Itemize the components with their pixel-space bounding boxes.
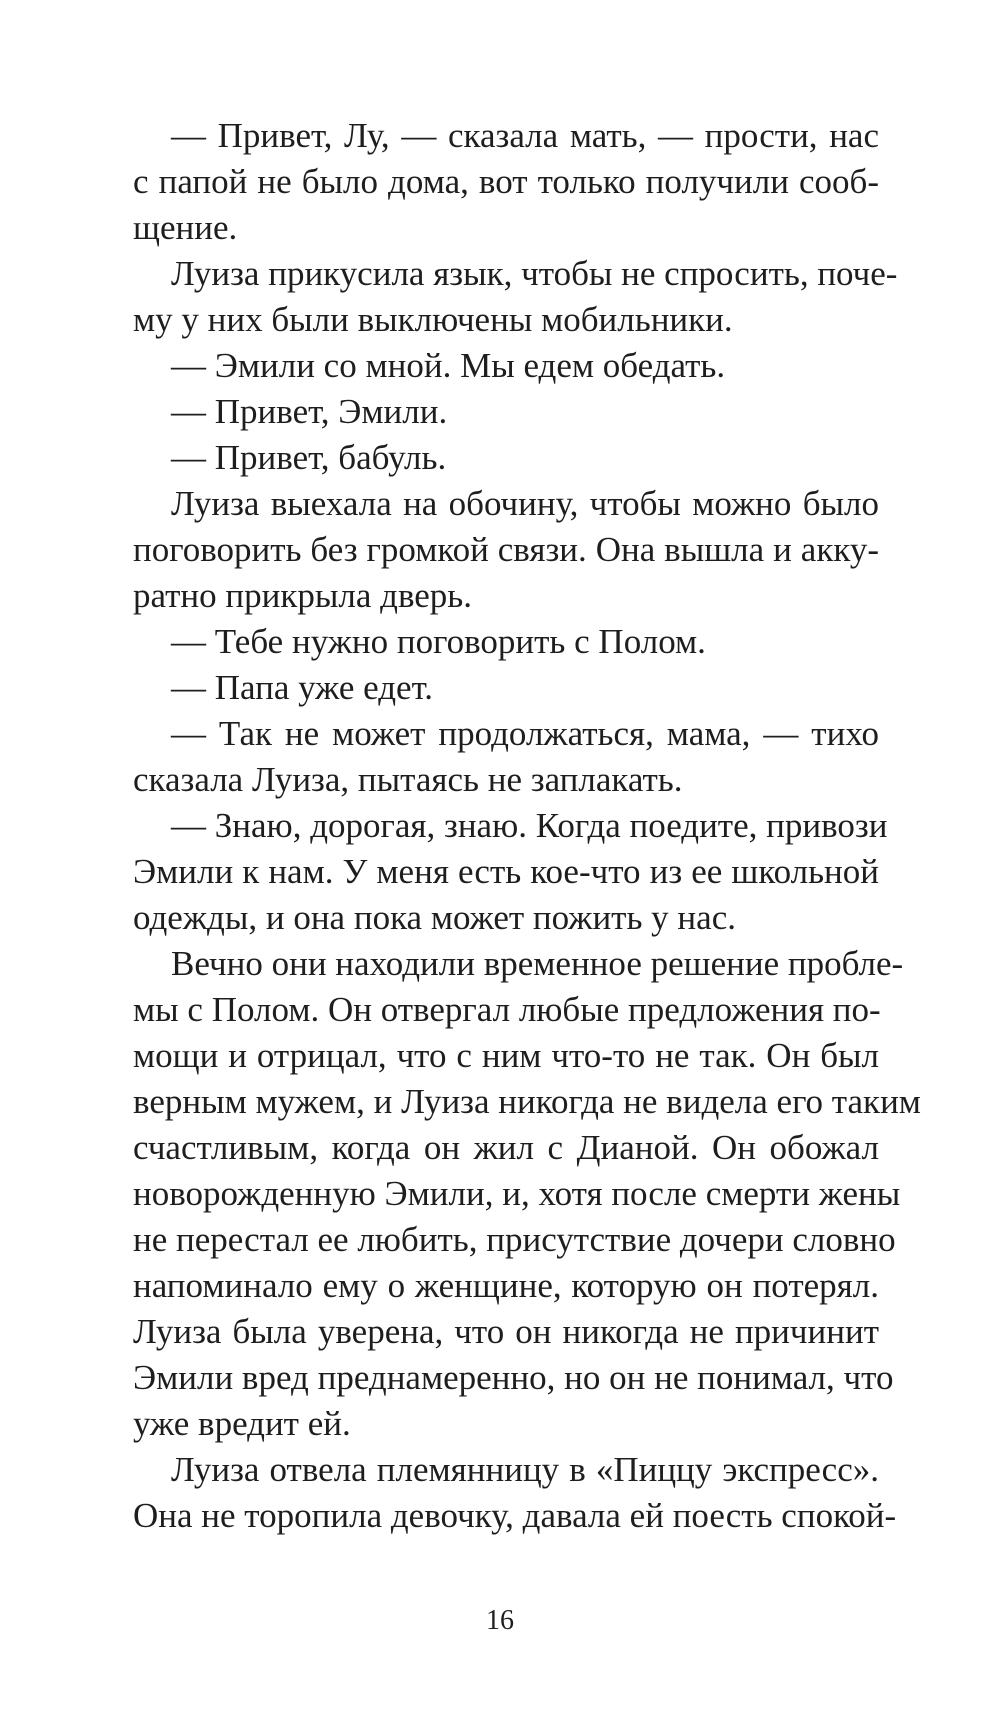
text-line: — Привет, Эмили. xyxy=(171,392,448,431)
text-line: Луиза прикусила язык, чтобы не спросить, поче- xyxy=(171,254,898,293)
text-line: новорожденную Эмили, и, хотя после смерти жены xyxy=(133,1174,901,1213)
text-line: уже вредит ей. xyxy=(133,1404,351,1443)
text-line: — Знаю, дорогая, знаю. Когда поедите, привози xyxy=(171,806,888,845)
text-line: мощи и отрицал, что с ним что-то не так. Он был xyxy=(133,1036,879,1075)
text-line: Эмили к нам. У меня есть кое-что из ее школьной xyxy=(133,852,879,891)
text-line: сказала Луиза, пытаясь не заплакать. xyxy=(133,760,683,799)
text-line: — Так не может продолжаться, мама, — тихо xyxy=(171,714,879,753)
text-line: одежды, и она пока может пожить у нас. xyxy=(133,898,736,937)
text-line: — Привет, Лу, — сказала мать, — прости, нас xyxy=(171,116,879,155)
text-line: напоминало ему о женщине, которую он потерял. xyxy=(133,1266,879,1305)
text-line: щение. xyxy=(133,208,238,247)
text-line: Вечно они находили временное решение пробле- xyxy=(171,944,904,983)
text-line: — Тебе нужно поговорить с Полом. xyxy=(171,622,706,661)
text-line: Луиза выехала на обочину, чтобы можно было xyxy=(171,484,879,523)
text-line: му у них были выключены мобильники. xyxy=(133,300,733,339)
text-line: Луиза была уверена, что он никогда не причинит xyxy=(133,1312,879,1351)
text-line: Эмили вред преднамеренно, но он не понимал, что xyxy=(133,1358,894,1397)
text-line: — Эмили со мной. Мы едем обедать. xyxy=(171,346,726,385)
text-line: верным мужем, и Луиза никогда не видела его таким xyxy=(133,1082,921,1121)
text-line: мы с Полом. Он отвергал любые предложения по- xyxy=(133,990,881,1029)
text-line: Она не торопила девочку, давала ей поесть спокой- xyxy=(133,1496,897,1535)
text-line: поговорить без громкой связи. Она вышла и акку- xyxy=(133,530,879,569)
text-line: ратно прикрыла дверь. xyxy=(133,576,473,615)
text-line: — Привет, бабуль. xyxy=(171,438,447,477)
text-line: счастливым, когда он жил с Дианой. Он обожал xyxy=(133,1128,879,1167)
text-line: с папой не было дома, вот только получили сооб- xyxy=(133,162,879,201)
text-line: не перестал ее любить, присутствие дочери словно xyxy=(133,1220,896,1259)
text-line: Луиза отвела племянницу в «Пиццу экспресс». xyxy=(171,1450,879,1489)
text-line: — Папа уже едет. xyxy=(171,668,433,707)
page-number: 16 xyxy=(486,1605,514,1636)
